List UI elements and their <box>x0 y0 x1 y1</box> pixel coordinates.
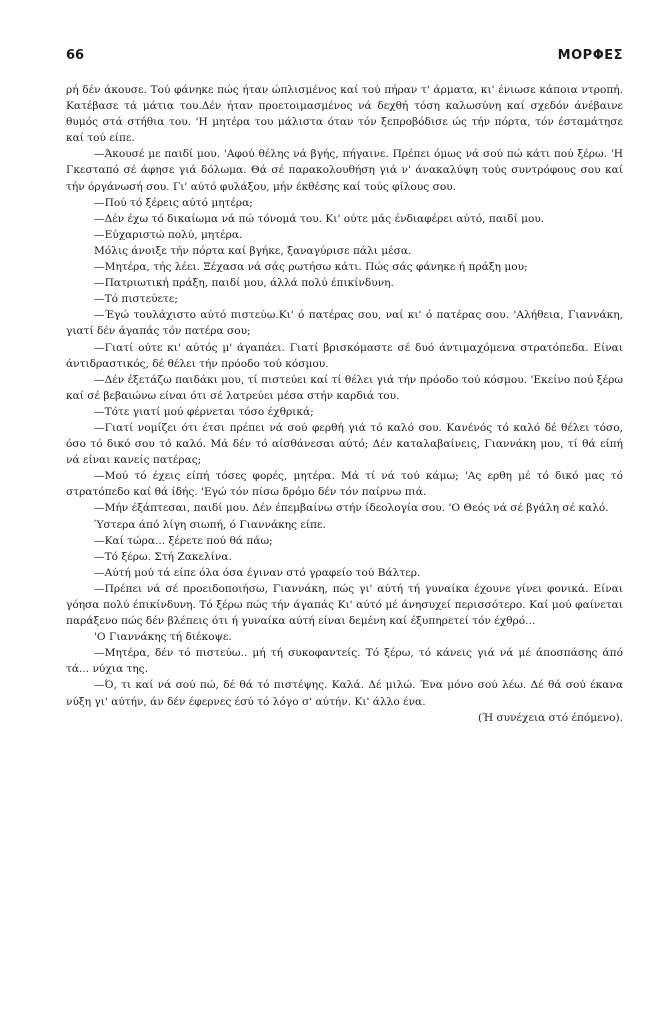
paragraph: —Γιατί ούτε κι' αύτός μ' άγαπάει. Γιατί βρισκόμαστε σέ δυό άντιμαχόμενα στρατόπεδα. Είναι άντιδραστικός, δέ θέλει τήν πρόοδο τού κόσμου. <box>66 341 623 370</box>
paragraph: —Τό ξέρω. Στή Ζακελίνα. <box>94 550 232 563</box>
page-number: 66 <box>66 48 85 63</box>
paragraph: Μόλις άνοιξε τήν πόρτα καί βγήκε, ξαναγύρισε πάλι μέσα. <box>94 244 412 257</box>
paragraph: —Μήν έξάπτεσαι, παιδί μου. Δέν έπεμβαίνω στήν ίδεολογία σου. 'Ο Θεός νά σέ βγάλη σέ καλό. <box>94 502 609 515</box>
paragraph: ρή δέν άκουσε. Τού φάνηκε πώς ήταν ώπλισμένος καί τού πήραν τ' άρματα, κι' ένιωσε κάποια ντροπή. Κατέβασε τά μάτια του.Δέν ήταν προετοιμασμένος νά δεχθή τόση καλωσύνη καί σχεδόν άνέβαινε θυμός στά στήθια του. 'Η μητέρα του μάλιστα όταν τόν ξεπροβόδισε ώς τήν πόρτα, τόν έσταμάτησε καί τού είπε. <box>66 84 623 145</box>
paragraph: —Άκουσέ με παιδί μου. 'Αφού θέλης νά βγής, πήγαινε. Πρέπει όμως νά σού πώ κάτι πού ξέρω. 'Η Γκεσταπό σέ άφησε γιά δόλωμα. Θά σέ παρακολουθήση γιά ν' άνακαλύψη τούς συντρόφους σου καί τήν όργάνωσή σου. Γι' αύτό φυλάξου, μήν έκθέσης καί τούς φίλους σου. <box>66 148 623 193</box>
paragraph: —Δέν έξετάζω παιδάκι μου, τί πιστεύει καί τί θέλει γιά τήν πρόοδο τού κόσμου. 'Εκείνο πού ξέρω καί σέ βεβαιώνω είναι ότι σέ λατρεύει μέσα στήν καρδιά του. <box>66 373 623 402</box>
body-text <box>66 82 623 726</box>
paragraph: —Αύτή μού τά είπε όλα όσα έγιναν στό γραφείο τού Βάλτερ. <box>94 566 421 579</box>
paragraph: —Πατριωτική πράξη, παιδί μου, άλλά πολύ έπικίνδυνη. <box>94 277 394 290</box>
paragraph: —Τότε γιατί μού φέρνεται τόσο έχθρικά; <box>94 405 314 418</box>
continued-note: (Ή συνέχεια στό έπόμενο). <box>477 711 623 724</box>
paragraph: —Μού τό έχεις είπή τόσες φορές, μητέρα. Μά τί νά τού κάμω; 'Ας ερθη μέ τό δικό μας τό στρατόπεδο καί θά ίδής. 'Εγώ τόν πίσω δρόμο δέν τόν παίρνω πιά. <box>66 470 623 499</box>
paragraph: Ύστερα άπό λίγη σιωπή, ό Γιαννάκης είπε. <box>94 518 326 531</box>
paragraph: —Μητέρα, δέν τό πιστεύω.. μή τή συκοφαντείς. Τό ξέρω, τό κάνεις γιά νά μέ άποσπάσης άπό τά... νύχια της. <box>66 647 623 676</box>
paragraph: —Δέν έχω τό δικαίωμα νά πώ τόνομά του. Κι' ούτε μάς ένδιαφέρει αύτό, παιδί μου. <box>94 212 545 225</box>
paragraph: 'Ο Γιαννάκης τή διέκοψε. <box>94 631 232 644</box>
paragraph: —Εύχαριστώ πολύ, μητέρα. <box>94 228 243 241</box>
paragraph: —Μητέρα, τής λέει. Ξέχασα νά σάς ρωτήσω κάτι. Πώς σάς φάνηκε ή πράξη μου; <box>94 261 528 274</box>
running-head: ΜΟΡΦΕΣ <box>557 48 623 63</box>
paragraph: —Πού τό ξέρεις αύτό μητέρα; <box>94 196 253 209</box>
paragraph: —Καί τώρα... ξέρετε πού θά πάω; <box>94 534 273 547</box>
paragraph: —Ό, τι καί νά σού πώ, δέ θά τό πιστέψης. Καλά. Δέ μιλώ. Ένα μόνο σού λέω. Δέ θά σού έκανα νύξη γι' αύτήν, άν δέν έφερνες έσύ τό λόγο σ' αύτήν. Κι' άλλο ένα. <box>66 679 623 708</box>
page-header <box>66 48 623 68</box>
paragraph: —Έγώ τουλάχιστο αύτό πιστεύω.Κι' ό πατέρας σου, ναί κι' ό πατέρας σου. 'Αλήθεια, Γιαννάκη, γιατί δέν άγαπάς τόν πατέρα σου; <box>66 309 623 338</box>
paragraph: —Γιατί νομίζει ότι έτσι πρέπει νά σού φερθή γιά τό καλό σου. Κανένός τό καλό δέ θέλει τόσο, όσο τό δικό σου τό καλό. Μά δέν τό αίσθάνεσαι αύτό; Δέν καταλαβαίνεις, Γιαννάκη μου, τί θά είπή νά είναι κανείς πατέρας; <box>66 421 623 467</box>
paragraph: —Πρέπει νά σέ προειδοποιήσω, Γιαννάκη, πώς γι' αύτή τή γυναίκα έχουνε γίνει φονικά. Είναι γόησα πολύ έπικίνδυνη. Τό ξέρω πώς τήν άγαπάς Κι' αύτό μέ άνησυχεί περισσότερο. Καί μού φαίνεται παράξενο πώς δέν βλέπεις ότι ή γυναίκα αύτή είναι δεμένη καί έξυπηρετεί τόν έχθρό... <box>66 582 623 628</box>
paragraph: —Τό πιστεύετε; <box>94 293 178 306</box>
